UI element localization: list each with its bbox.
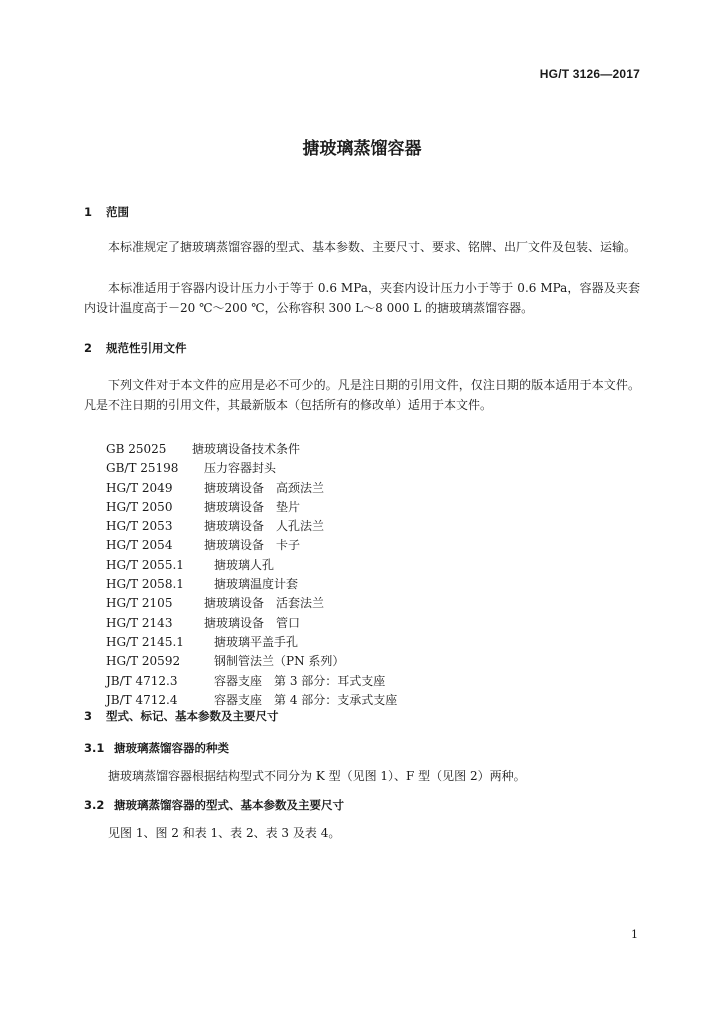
- reference-item: [106, 556, 397, 575]
- reference-code: GB 25025: [106, 442, 167, 456]
- reference-item: [106, 440, 397, 459]
- reference-item: [106, 672, 397, 691]
- reference-name: 搪玻璃温度计套: [214, 577, 299, 592]
- reference-name: 搪玻璃设备 活套法兰: [204, 596, 325, 611]
- reference-name: 钢制管法兰（PN 系列）: [214, 654, 345, 669]
- reference-code: HG/T 2143: [106, 615, 173, 630]
- reference-item: [106, 633, 397, 652]
- reference-code: HG/T 2050: [106, 499, 173, 514]
- section-3-number: 3: [84, 709, 93, 723]
- reference-code: JB/T 4712.4: [106, 692, 178, 707]
- section-3-2-number: 3.2: [84, 798, 105, 812]
- reference-code: JB/T 4712.3: [106, 673, 178, 688]
- reference-code: HG/T 2058.1: [106, 577, 184, 592]
- reference-code: HG/T 2049: [106, 480, 173, 495]
- reference-item: [106, 594, 397, 613]
- reference-code: HG/T 2105: [106, 596, 173, 611]
- section-2-number: 2: [84, 341, 93, 355]
- section-3-1-paragraph: 搪玻璃蒸馏容器根据结构型式不同分为 K 型（见图 1）、F 型（见图 2）两种。: [108, 769, 526, 783]
- section-3-2-paragraph: 见图 1、图 2 和表 1、表 2、表 3 及表 4。: [108, 826, 341, 840]
- reference-name: 搪玻璃设备 垫片: [204, 499, 301, 514]
- section-2-heading: [84, 340, 187, 356]
- reference-name: 压力容器封头: [204, 461, 277, 476]
- section-1-title: 范围: [106, 205, 129, 219]
- section-3-1-heading: [84, 740, 229, 756]
- reference-item: [106, 498, 397, 517]
- section-3-1-title: 搪玻璃蒸馏容器的种类: [114, 741, 229, 755]
- reference-item: [106, 614, 397, 633]
- reference-code: HG/T 2055.1: [106, 557, 184, 572]
- reference-name: 搪玻璃设备技术条件: [192, 442, 301, 456]
- reference-item: [106, 536, 397, 555]
- reference-code: HG/T 2145.1: [106, 634, 184, 649]
- reference-name: 容器支座 第 4 部分：支承式支座: [214, 692, 398, 707]
- document-title: 搪玻璃蒸馏容器: [302, 139, 422, 159]
- reference-code: HG/T 2054: [106, 538, 173, 553]
- section-1-heading: [84, 204, 129, 220]
- reference-name: 搪玻璃设备 卡子: [204, 538, 301, 553]
- section-1-paragraph-1: 本标准规定了搪玻璃蒸馏容器的型式、基本参数、主要尺寸、要求、铭牌、出厂文件及包装、运输。: [108, 240, 637, 254]
- reference-item: [106, 652, 397, 671]
- reference-code: GB/T 25198: [106, 461, 179, 476]
- section-2-title: 规范性引用文件: [106, 341, 187, 355]
- reference-name: 搪玻璃人孔: [214, 557, 275, 572]
- reference-item: [106, 517, 397, 536]
- reference-name: 搪玻璃平盖手孔: [214, 634, 299, 649]
- page-number: 1: [631, 928, 638, 941]
- reference-item: [106, 479, 397, 498]
- section-3-1-number: 3.1: [84, 741, 105, 755]
- reference-item: [106, 459, 397, 478]
- section-3-heading: [84, 708, 279, 724]
- reference-name: 搪玻璃设备 管口: [204, 615, 301, 630]
- section-1-number: 1: [84, 205, 93, 219]
- standard-code: HG/T 3126—2017: [539, 67, 640, 81]
- reference-code: HG/T 2053: [106, 519, 173, 534]
- reference-code: HG/T 20592: [106, 654, 181, 669]
- reference-list: [106, 440, 397, 710]
- section-2-paragraph: 下列文件对于本文件的应用是必不可少的。凡是注日期的引用文件，仅注日期的版本适用于本文件。凡是不注日期的引用文件，其最新版本（包括所有的修改单）适用于本文件。: [84, 378, 640, 412]
- section-1-paragraph-2: 本标准适用于容器内设计压力小于等于 0.6 MPa，夹套内设计压力小于等于 0.6 MPa，容器及夹套内设计温度高于－20 ℃～200 ℃，公称容积 300 L～8 000 L 的搪玻璃蒸馏容器。: [84, 281, 640, 315]
- reference-name: 容器支座 第 3 部分：耳式支座: [214, 673, 386, 688]
- section-3-2-heading: [84, 797, 344, 813]
- reference-name: 搪玻璃设备 人孔法兰: [204, 519, 325, 534]
- reference-name: 搪玻璃设备 高颈法兰: [204, 480, 325, 495]
- section-3-title: 型式、标记、基本参数及主要尺寸: [106, 709, 279, 723]
- section-3-2-title: 搪玻璃蒸馏容器的型式、基本参数及主要尺寸: [114, 798, 344, 812]
- reference-item: [106, 575, 397, 594]
